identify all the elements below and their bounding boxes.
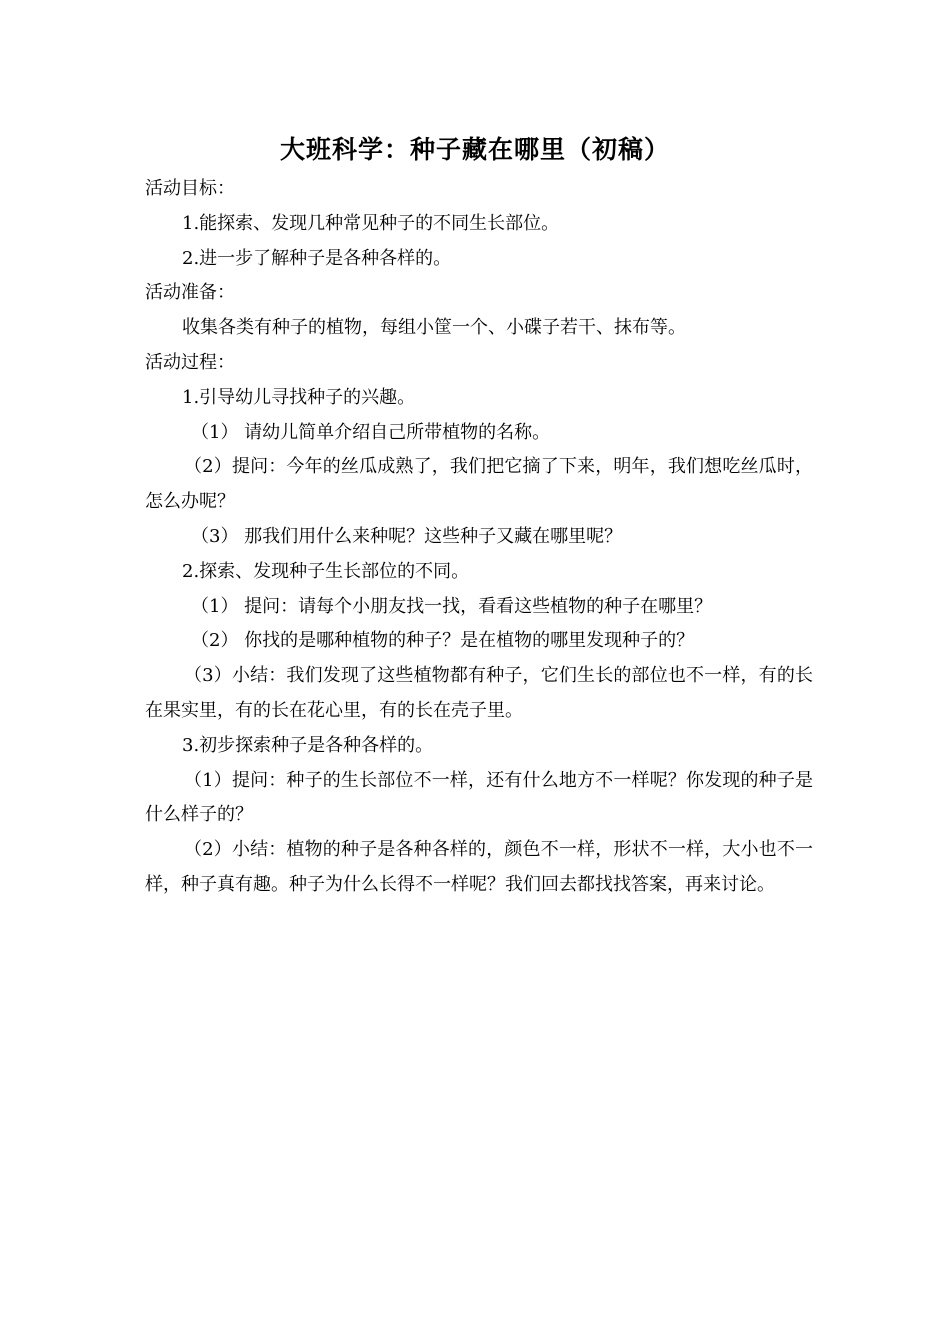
step-1: 1.引导幼儿寻找种子的兴趣。	[182, 386, 416, 408]
step-2-c: （3）小结：我们发现了这些植物都有种子，它们生长的部位也不一样，有的长在果实里，有的长在花心里，有的长在壳子里。	[145, 665, 813, 721]
step-1-b: （2）提问：今年的丝瓜成熟了，我们把它摘了下来，明年，我们想吃丝瓜时，怎么办呢？	[145, 456, 813, 513]
goal-item-2: 2.进一步了解种子是各种各样的。	[182, 247, 452, 269]
document-title: 大班科学：种子藏在哪里（初稿）	[279, 135, 670, 164]
step-3-b: （2）小结：植物的种子是各种各样的，颜色不一样，形状不一样，大小也不一样，种子真有趣。种子为什么长得不一样呢？我们回去都找找答案，再来讨论。	[145, 839, 813, 895]
step-2-a: （1） 提问：请每个小朋友找一找，看看这些植物的种子在哪里？	[191, 595, 713, 617]
prep-item-1: 收集各类有种子的植物，每组小筐一个、小碟子若干、抹布等。	[182, 317, 686, 339]
step-3-a: （1）提问：种子的生长部位不一样，还有什么地方不一样呢？你发现的种子是什么样子的？	[145, 769, 813, 826]
step-2-b: （2） 你找的是哪种植物的种子？是在植物的哪里发现种子的？	[191, 630, 695, 652]
document-body	[145, 172, 813, 903]
step-1-c: （3） 那我们用什么来种呢？这些种子又藏在哪里呢？	[191, 525, 623, 547]
step-2: 2.探索、发现种子生长部位的不同。	[182, 560, 470, 582]
process-heading: 活动过程：	[145, 351, 235, 373]
goal-heading: 活动目标：	[145, 178, 235, 199]
step-1-a: （1） 请幼儿简单介绍自己所带植物的名称。	[191, 421, 551, 443]
step-3: 3.初步探索种子是各种各样的。	[182, 734, 434, 756]
goal-item-1: 1.能探索、发现几种常见种子的不同生长部位。	[182, 212, 560, 234]
prep-heading: 活动准备：	[145, 282, 235, 304]
